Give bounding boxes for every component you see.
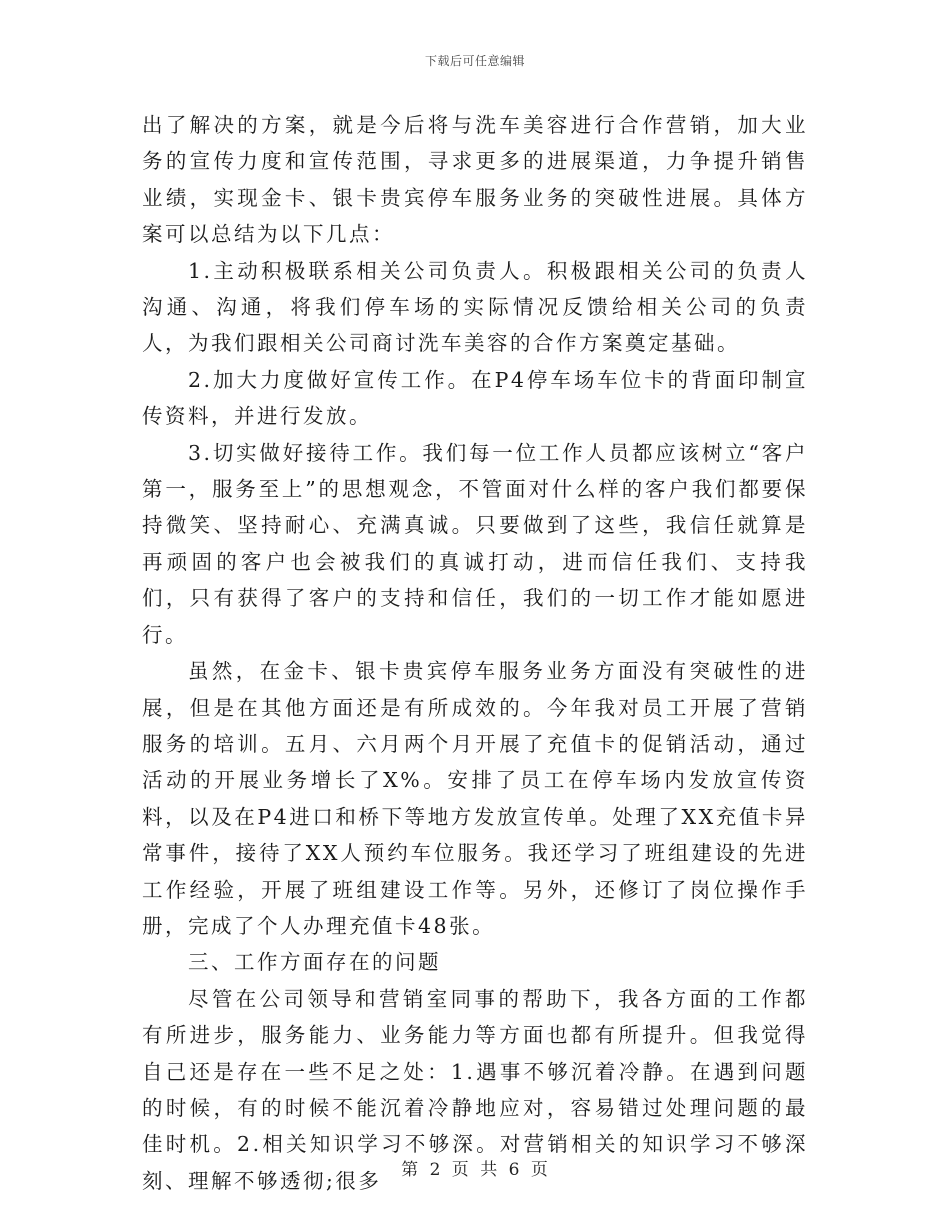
paragraph-item-3: 3.切实做好接待工作。我们每一位工作人员都应该树立“客户第一，服务至上”的思想观念，不管面对什么样的客户我们都要保持微笑、坚持耐心、充满真诚。只要做到了这些，我信任就算是再顽固的客户也会被我们的真诚打动，进而信任我们、支持我们，只有获得了客户的支持和信任，我们的一切工作才能如愿进行。 bbox=[142, 440, 808, 647]
paragraph-continued-plan: 出了解决的方案，就是今后将与洗车美容进行合作营销，加大业务的宣传力度和宣传范围，寻求更多的进展渠道，力争提升销售业绩，实现金卡、银卡贵宾停车服务业务的突破性进展。具体方案可以总结为以下几点： bbox=[142, 113, 808, 247]
paragraph-problems: 尽管在公司领导和营销室同事的帮助下，我各方面的工作都有所进步，服务能力、业务能力等方面也都有所提升。但我觉得自己还是存在一些不足之处：1.遇事不够沉着冷静。在遇到问题的时候，有的时候不能沉着冷静地应对，容易错过处理问题的最佳时机。2.相关知识学习不够深。对营销相关的知识学习不够深刻、理解不够透彻;很多 bbox=[142, 986, 808, 1193]
page-number-footer: 第 2 页 共 6 页 bbox=[401, 1160, 549, 1180]
page-header-note: 下载后可任意编辑 bbox=[424, 54, 525, 68]
section-heading-problems: 三、工作方面存在的问题 bbox=[188, 950, 441, 975]
document-body bbox=[142, 107, 808, 1199]
paragraph-item-1: 1.主动积极联系相关公司负责人。积极跟相关公司的负责人沟通、沟通，将我们停车场的实际情况反馈给相关公司的负责人，为我们跟相关公司商讨洗车美容的合作方案奠定基础。 bbox=[142, 258, 808, 356]
paragraph-achievements: 虽然，在金卡、银卡贵宾停车服务业务方面没有突破性的进展，但是在其他方面还是有所成效的。今年我对员工开展了营销服务的培训。五月、六月两个月开展了充值卡的促销活动，通过活动的开展业务增长了X%。安排了员工在停车场内发放宣传资料，以及在P4进口和桥下等地方发放宣传单。处理了XX充值卡异常事件，接待了XX人预约车位服务。我还学习了班组建设的先进工作经验，开展了班组建设工作等。另外，还修订了岗位操作手册，完成了个人办理充值卡48张。 bbox=[142, 659, 808, 938]
paragraph-item-2: 2.加大力度做好宣传工作。在P4停车场车位卡的背面印制宣传资料，并进行发放。 bbox=[142, 367, 808, 429]
